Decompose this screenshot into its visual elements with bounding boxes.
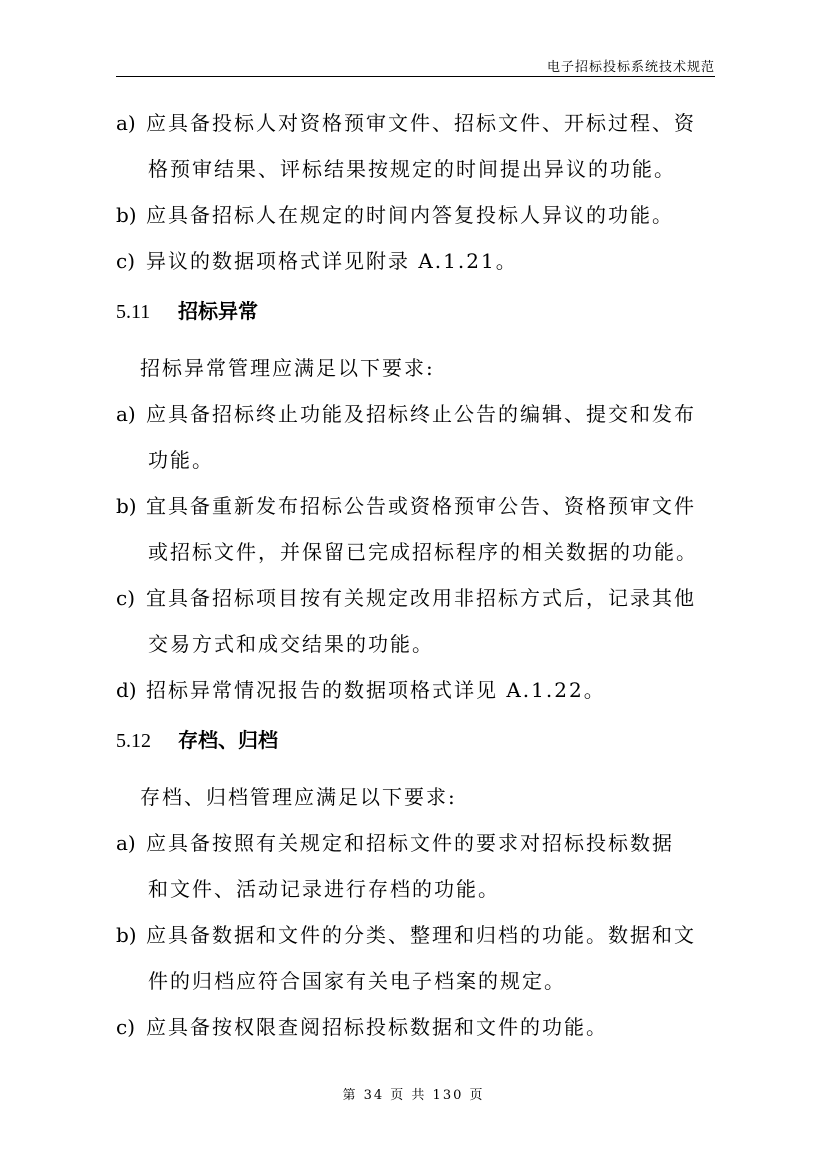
section-number: 5.12 — [116, 730, 151, 752]
item-marker: a) — [116, 402, 136, 426]
page-number: 第 34 页 共 130 页 — [342, 1088, 485, 1103]
section-title: 招标异常 — [178, 299, 258, 323]
list-item — [116, 912, 716, 958]
item-marker: b) — [116, 494, 137, 518]
item-line: 应具备招标终止功能及招标终止公告的编辑、提交和发布 — [146, 402, 696, 426]
item-marker: a) — [116, 831, 136, 855]
item-line: 和文件、活动记录进行存档的功能。 — [148, 877, 500, 901]
item-marker: c) — [116, 586, 136, 610]
item-line: 招标异常情况报告的数据项格式详见 A.1.22。 — [146, 678, 606, 702]
item-line: 格预审结果、评标结果按规定的时间提出异议的功能。 — [148, 157, 676, 181]
item-line: 宜具备招标项目按有关规定改用非招标方式后，记录其他 — [146, 586, 696, 610]
list-item — [116, 575, 716, 621]
item-line: 应具备投标人对资格预审文件、招标文件、开标过程、资 — [146, 111, 696, 135]
item-line: 或招标文件，并保留已完成招标程序的相关数据的功能。 — [148, 540, 698, 564]
list-item — [116, 667, 716, 713]
item-line: 应具备按权限查阅招标投标数据和文件的功能。 — [146, 1015, 608, 1039]
item-marker: c) — [116, 249, 136, 273]
header-title: 电子招标投标系统技术规范 — [546, 60, 715, 75]
item-line: 交易方式和成交结果的功能。 — [148, 632, 434, 656]
item-marker: d) — [116, 678, 137, 702]
item-line: 异议的数据项格式详见附录 A.1.21。 — [146, 249, 518, 273]
item-marker: a) — [116, 111, 136, 135]
item-marker: b) — [116, 923, 137, 947]
section-heading — [116, 288, 716, 335]
section-5-12 — [116, 717, 716, 1050]
list-item — [116, 483, 716, 529]
item-marker: c) — [116, 1015, 136, 1039]
section-number: 5.11 — [116, 301, 151, 323]
list-item — [116, 192, 716, 238]
item-line: 件的归档应符合国家有关电子档案的规定。 — [148, 969, 566, 993]
item-line: 功能。 — [148, 448, 214, 472]
list-item — [116, 391, 716, 437]
section-intro: 招标异常管理应满足以下要求: — [140, 356, 435, 380]
section-5-11 — [116, 288, 716, 713]
section-heading — [116, 717, 716, 764]
list-item — [116, 100, 716, 146]
list-item — [116, 238, 716, 284]
section-title: 存档、归档 — [178, 728, 278, 752]
item-marker: b) — [116, 203, 137, 227]
item-line: 应具备招标人在规定的时间内答复投标人异议的功能。 — [146, 203, 674, 227]
top-list — [116, 100, 716, 284]
item-line: 宜具备重新发布招标公告或资格预审公告、资格预审文件 — [146, 494, 696, 518]
list-item — [116, 820, 716, 866]
header-divider — [116, 76, 715, 77]
item-line: 应具备数据和文件的分类、整理和归档的功能。数据和文 — [146, 923, 696, 947]
list-item — [116, 1004, 716, 1050]
section-intro: 存档、归档管理应满足以下要求: — [140, 785, 457, 809]
item-line: 应具备按照有关规定和招标文件的要求对招标投标数据 — [146, 831, 674, 855]
page-content — [116, 100, 716, 1050]
